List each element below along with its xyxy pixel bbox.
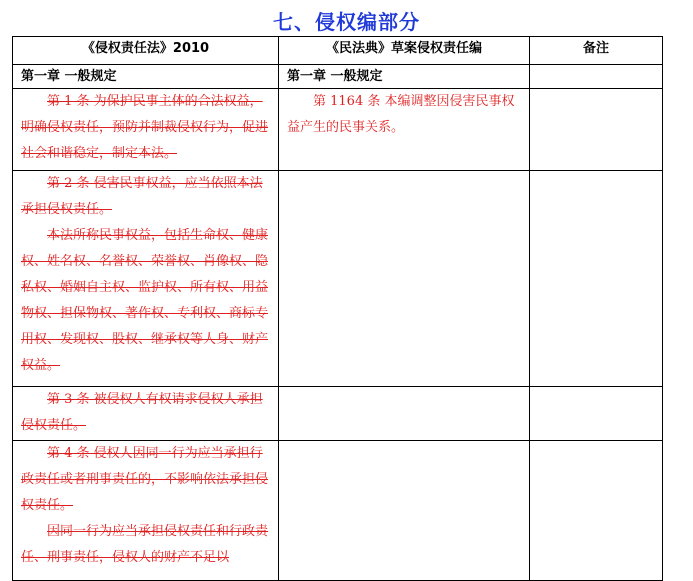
table-row bbox=[13, 441, 663, 581]
old-article-text: 因同一行为应当承担侵权责任和行政责任、刑事责任，侵权人的财产不足以 bbox=[21, 524, 269, 565]
old-article-cell bbox=[13, 387, 279, 441]
old-article-cell bbox=[13, 441, 279, 581]
old-article-text: 第 2 条 侵害民事权益，应当依照本法承担侵权责任。 bbox=[21, 176, 263, 217]
new-article-cell bbox=[279, 171, 530, 387]
note-cell bbox=[530, 387, 663, 441]
chapter-new: 第一章 一般规定 bbox=[279, 65, 530, 89]
header-old-law: 《侵权责任法》2010 bbox=[13, 37, 279, 65]
table-row bbox=[13, 171, 663, 387]
note-cell bbox=[530, 171, 663, 387]
note-cell bbox=[530, 89, 663, 171]
chapter-old: 第一章 一般规定 bbox=[13, 65, 279, 89]
old-article-cell bbox=[13, 89, 279, 171]
old-article-text: 第 1 条 为保护民事主体的合法权益，明确侵权责任，预防并制裁侵权行为，促进社会和谐稳定，制定本法。 bbox=[21, 94, 269, 161]
new-article-cell bbox=[279, 89, 530, 171]
new-article-cell bbox=[279, 441, 530, 581]
old-article-cell bbox=[13, 171, 279, 387]
new-article-cell bbox=[279, 387, 530, 441]
header-notes: 备注 bbox=[530, 37, 663, 65]
chapter-row bbox=[13, 65, 663, 89]
note-cell bbox=[530, 441, 663, 581]
new-article-text: 第 1164 条 本编调整因侵害民事权益产生的民事关系。 bbox=[287, 94, 515, 135]
old-article-text: 本法所称民事权益，包括生命权、健康权、姓名权、名誉权、荣誉权、肖像权、隐私权、婚姻自主权、监护权、所有权、用益物权、担保物权、著作权、专利权、商标专用权、发现权、股权、继承权等人身、财产权益。 bbox=[21, 228, 269, 373]
old-article-text: 第 4 条 侵权人因同一行为应当承担行政责任或者刑事责任的，不影响依法承担侵权责任。 bbox=[21, 446, 269, 513]
table-row bbox=[13, 387, 663, 441]
section-title: 七、侵权编部分 bbox=[273, 10, 420, 34]
chapter-note bbox=[530, 65, 663, 89]
old-article-text: 第 3 条 被侵权人有权请求侵权人承担侵权责任。 bbox=[21, 392, 263, 433]
header-row bbox=[13, 37, 663, 65]
header-civil-code-draft: 《民法典》草案侵权责任编 bbox=[279, 37, 530, 65]
table-row bbox=[13, 89, 663, 171]
comparison-table bbox=[12, 36, 663, 581]
